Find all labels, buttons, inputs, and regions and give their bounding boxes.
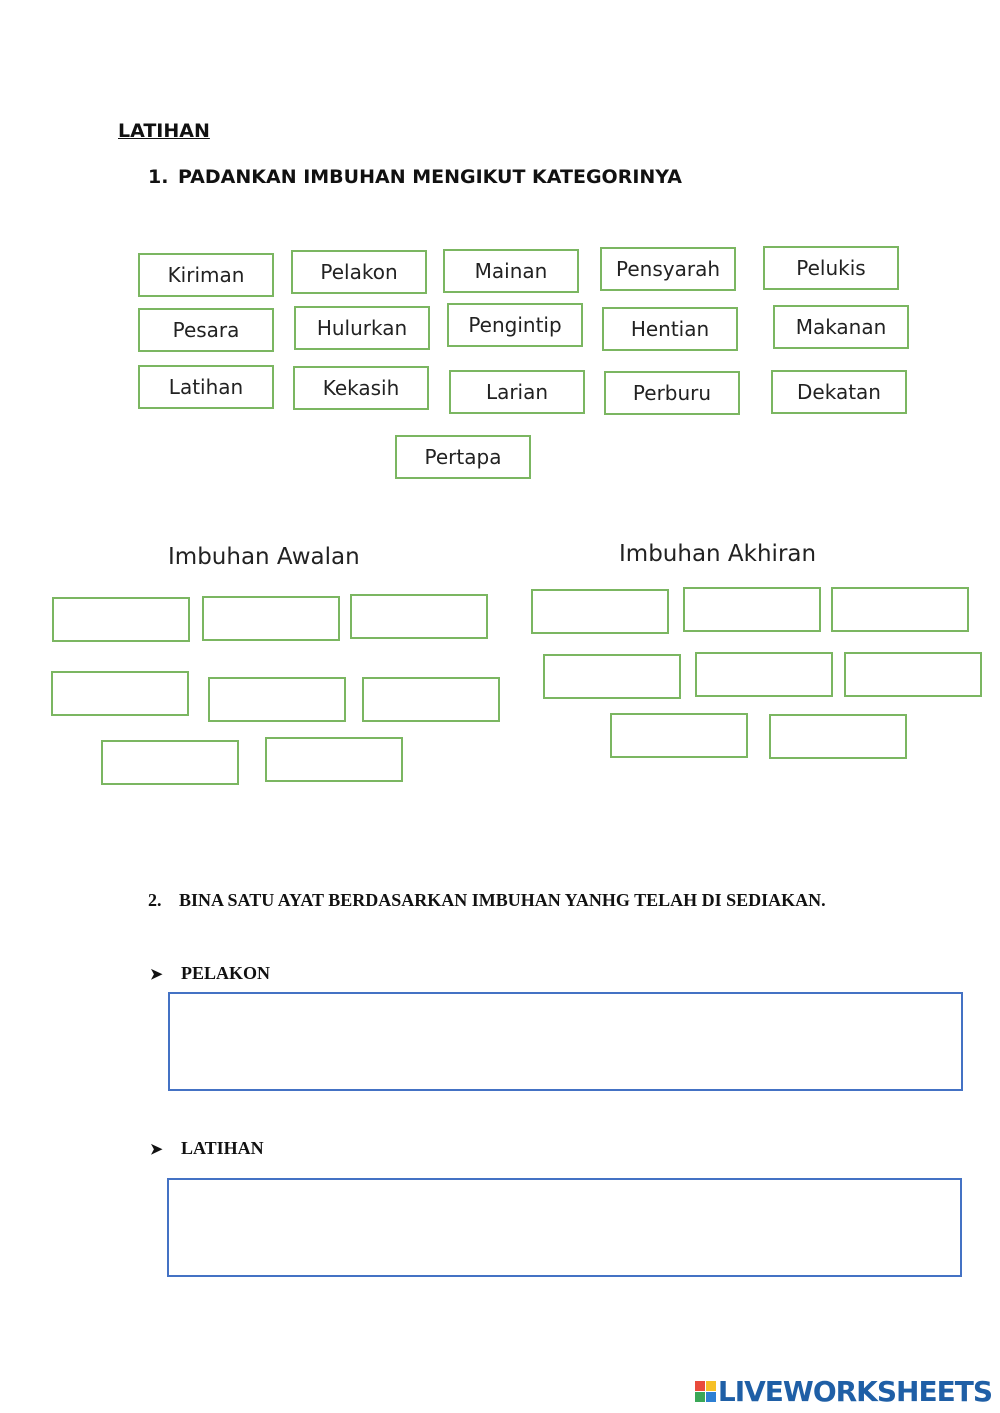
liveworksheets-logo[interactable] (695, 1375, 992, 1408)
word-card[interactable]: Pensyarah (600, 247, 736, 291)
question-2-number: 2. (148, 890, 162, 910)
sentence-item-label: LATIHAN (181, 1138, 264, 1158)
brand-name: LIVEWORKSHEETS (717, 1375, 992, 1408)
word-card[interactable]: Makanan (773, 305, 909, 349)
drop-zone-akhiran[interactable] (844, 652, 982, 697)
category-label-akhiran: Imbuhan Akhiran (619, 541, 817, 567)
question-2-text: BINA SATU AYAT BERDASARKAN IMBUHAN YANHG TELAH DI SEDIAKAN. (179, 890, 826, 910)
question-1-text: PADANKAN IMBUHAN MENGIKUT KATEGORINYA (178, 166, 682, 188)
word-card[interactable]: Hentian (602, 307, 738, 351)
drop-zone-awalan[interactable] (362, 677, 500, 722)
word-card[interactable]: Hulurkan (294, 306, 430, 350)
arrow-bullet-icon: ➤ (150, 967, 163, 983)
word-card[interactable]: Pelukis (763, 246, 899, 290)
drop-zone-awalan[interactable] (202, 596, 340, 641)
drop-zone-akhiran[interactable] (610, 713, 748, 758)
word-card[interactable]: Kekasih (293, 366, 429, 410)
drop-zone-awalan[interactable] (101, 740, 239, 785)
drop-zone-akhiran[interactable] (769, 714, 907, 759)
word-card[interactable]: Pengintip (447, 303, 583, 347)
liveworksheets-logo-icon (695, 1381, 716, 1402)
question-2-heading (148, 887, 828, 914)
word-card[interactable]: Perburu (604, 371, 740, 415)
word-card[interactable]: Mainan (443, 249, 579, 293)
drop-zone-awalan[interactable] (52, 597, 190, 642)
drop-zone-awalan[interactable] (208, 677, 346, 722)
drop-zone-awalan[interactable] (51, 671, 189, 716)
answer-input-pelakon[interactable] (168, 992, 963, 1091)
drop-zone-awalan[interactable] (350, 594, 488, 639)
word-card[interactable]: Pesara (138, 308, 274, 352)
drop-zone-akhiran[interactable] (543, 654, 681, 699)
page-title: LATIHAN (118, 120, 210, 142)
word-card[interactable]: Larian (449, 370, 585, 414)
word-card[interactable]: Latihan (138, 365, 274, 409)
sentence-item-pelakon (150, 963, 270, 984)
sentence-item-latihan (150, 1138, 264, 1159)
drop-zone-akhiran[interactable] (531, 589, 669, 634)
question-1-number: 1. (148, 166, 169, 188)
question-1-heading (148, 166, 682, 188)
word-card[interactable]: Pertapa (395, 435, 531, 479)
drop-zone-akhiran[interactable] (683, 587, 821, 632)
answer-input-latihan[interactable] (167, 1178, 962, 1277)
drop-zone-awalan[interactable] (265, 737, 403, 782)
arrow-bullet-icon: ➤ (150, 1142, 163, 1158)
category-label-awalan: Imbuhan Awalan (168, 544, 360, 570)
word-card[interactable]: Dekatan (771, 370, 907, 414)
word-card[interactable]: Kiriman (138, 253, 274, 297)
drop-zone-akhiran[interactable] (695, 652, 833, 697)
sentence-item-label: PELAKON (181, 963, 271, 983)
word-card[interactable]: Pelakon (291, 250, 427, 294)
drop-zone-akhiran[interactable] (831, 587, 969, 632)
